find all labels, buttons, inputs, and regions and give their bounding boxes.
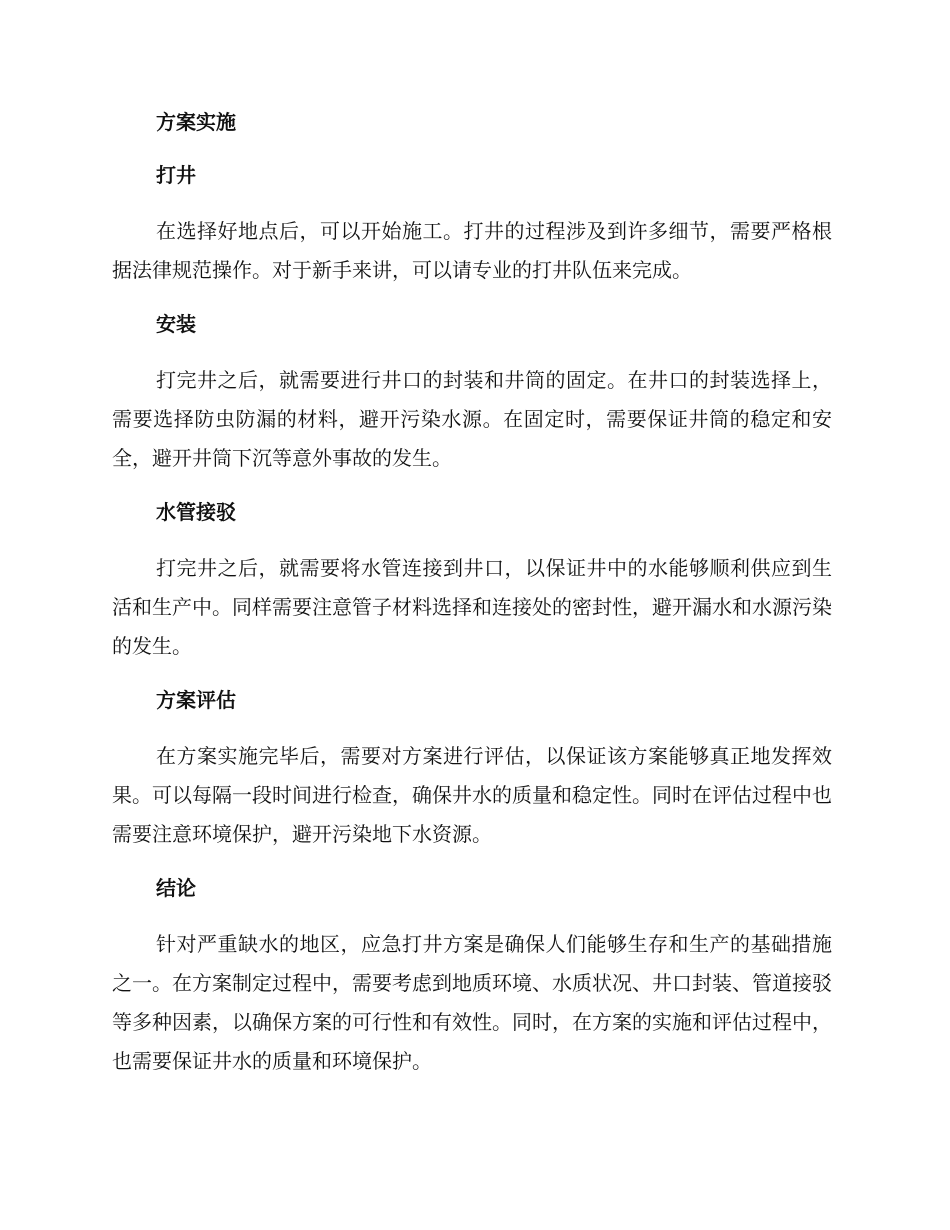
section-heading-drilling: 打井 <box>156 163 196 187</box>
section-heading-installation: 安装 <box>156 312 196 336</box>
section-heading-conclusion: 结论 <box>156 876 196 900</box>
section-paragraph-pipe-connection: 打完井之后，就需要将水管连接到井口，以保证井中的水能够顺利供应到生活和生产中。同样需要注意管子材料选择和连接处的密封性，避开漏水和水源污染的发生。 <box>112 556 832 658</box>
section-heading-pipe-connection: 水管接驳 <box>156 500 236 524</box>
section-heading-evaluation: 方案评估 <box>156 688 236 712</box>
section-paragraph-drilling: 在选择好地点后，可以开始施工。打井的过程涉及到许多细节，需要严格根据法律规范操作。对于新手来讲，可以请专业的打井队伍来完成。 <box>112 219 832 282</box>
document-body <box>112 106 832 1099</box>
section-paragraph-conclusion: 针对严重缺水的地区，应急打井方案是确保人们能够生存和生产的基础措施之一。在方案制定过程中，需要考虑到地质环境、水质状况、井口封装、管道接驳等多种因素，以确保方案的可行性和有效性。同时，在方案的实施和评估过程中，也需要保证井水的质量和环境保护。 <box>112 932 832 1073</box>
section-paragraph-installation: 打完井之后，就需要进行井口的封装和井筒的固定。在井口的封装选择上，需要选择防虫防漏的材料，避开污染水源。在固定时，需要保证井筒的稳定和安全，避开井筒下沉等意外事故的发生。 <box>112 368 832 470</box>
section-heading-implementation: 方案实施 <box>156 110 236 134</box>
section-paragraph-evaluation: 在方案实施完毕后，需要对方案进行评估，以保证该方案能够真正地发挥效果。可以每隔一段时间进行检查，确保井水的质量和稳定性。同时在评估过程中也需要注意环境保护，避开污染地下水资源。 <box>112 744 832 846</box>
